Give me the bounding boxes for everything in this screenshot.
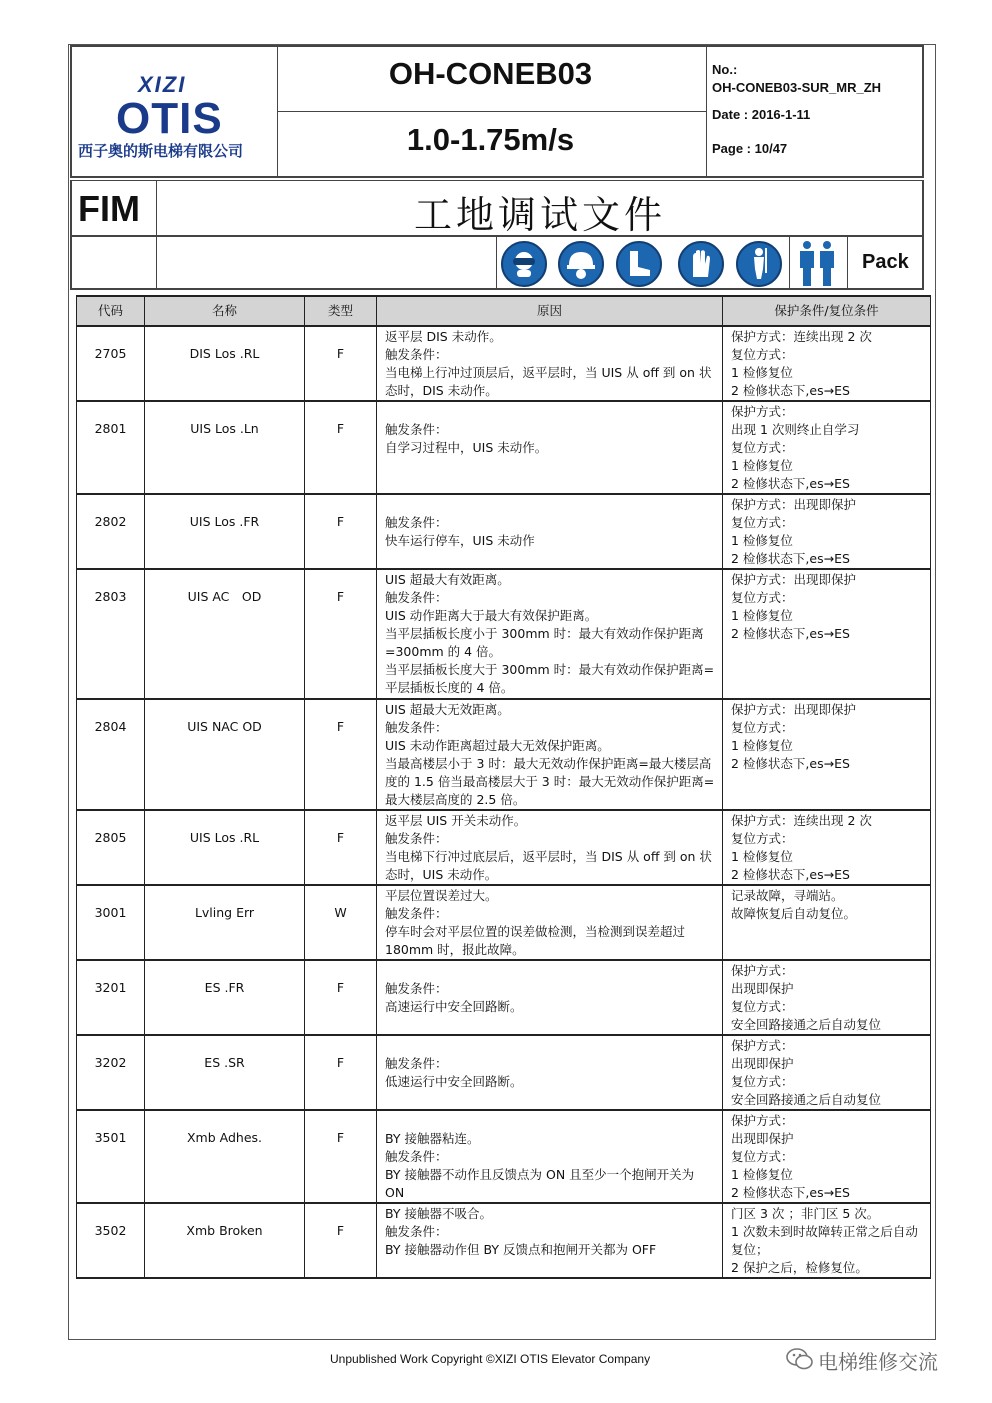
table-row [77,569,931,699]
protection-line: 安全回路接通之后自动复位 [731,1092,882,1107]
header-name: 名称 [145,296,305,326]
fault-code: 3202 [77,1035,145,1110]
table-row [77,699,931,810]
protection-line: 复位方式： [731,515,794,530]
fault-type: F [305,494,377,569]
fault-name: UIS Los .FR [145,494,305,569]
cause-line [385,962,716,980]
fault-name: UIS Los .Ln [145,401,305,494]
cause-line: 触发条件： [385,906,448,921]
protection-line: 保护方式：出现即保护 [731,572,857,587]
protection-condition [723,960,931,1035]
protection-line: 1 检修复位 [731,458,793,473]
fault-type: W [305,885,377,960]
protection-condition [723,569,931,699]
cause-line: 触发条件： [385,1056,448,1071]
document-code: OH-CONEB03 [388,56,593,91]
fault-cause [377,885,723,960]
goggles-icon [501,241,547,287]
protection-condition [723,494,931,569]
protection-line: 复位方式： [731,440,794,455]
protection-line: 保护方式： [731,1038,794,1053]
fault-cause [377,699,723,810]
protection-line: 出现 1 次则终止自学习 [731,422,860,437]
fault-name: Xmb Broken [145,1203,305,1278]
fault-code: 3502 [77,1203,145,1278]
protection-line: 复位方式： [731,1149,794,1164]
cause-line [385,1037,716,1055]
fault-name: UIS NAC OD [145,699,305,810]
header-protection: 保护条件/复位条件 [723,296,931,326]
doc-date: Date : 2016-1-11 [712,107,811,122]
fault-cause [377,401,723,494]
cause-line: 当电梯下行冲过底层后，返平层时，当 DIS 从 off 到 on 状态时，UIS 未动作。 [385,849,712,882]
fault-table [76,295,930,1279]
fault-cause [377,1203,723,1278]
cause-line: 停车时会对平层位置的误差做检测，当检测到误差超过 180mm 时，报此故障。 [385,924,686,957]
cause-line [385,403,716,421]
cause-line: 当平层插板长度小于 300mm 时：最大有效动作保护距离=300mm 的 4 倍。 [385,626,704,659]
doc-no-label: No.: [712,62,738,77]
fault-code: 2802 [77,494,145,569]
pack-label: Pack [862,251,909,273]
protection-line: 门区 3 次 ；非门区 5 次。 [731,1206,880,1221]
protection-line: 2 检修状态下,es→ES [731,383,850,398]
fault-cause [377,1035,723,1110]
cause-line: 返平层 UIS 开关未动作。 [385,813,527,828]
fault-name: DIS Los .RL [145,326,305,401]
speed-range: 1.0-1.75m/s [406,122,575,157]
protection-line: 出现即保护 [731,1056,794,1071]
table-row [77,885,931,960]
protection-line: 保护方式：连续出现 2 次 [731,329,872,344]
table-row [77,326,931,401]
cause-line: 当最高楼层小于 3 时：最大无效动作保护距离=最大楼层高度的 1.5 倍当最高楼层大于 3 时：最大无效动作保护距离=最大楼层高度的 2.5 倍。 [385,756,715,807]
fault-cause [377,494,723,569]
cause-line [385,496,716,514]
protection-line: 2 检修状态下,es→ES [731,476,850,491]
protection-line: 安全回路接通之后自动复位 [731,1017,882,1032]
watermark: 电梯维修交流 [818,1350,938,1374]
fim-label: FIM [78,188,140,229]
cause-line: 返平层 DIS 未动作。 [385,329,502,344]
protection-line: 复位方式： [731,999,794,1014]
cause-line [385,1112,716,1130]
protection-line: 保护方式：连续出现 2 次 [731,813,872,828]
protection-line: 出现即保护 [731,981,794,996]
protection-line: 1 检修复位 [731,849,793,864]
fault-cause [377,326,723,401]
fault-name: Xmb Adhes. [145,1110,305,1203]
fault-name: Lvling Err [145,885,305,960]
protection-line: 1 检修复位 [731,365,793,380]
fault-name: ES .FR [145,960,305,1035]
fault-type: F [305,1035,377,1110]
protection-line: 2 检修状态下,es→ES [731,1185,850,1200]
fault-type: F [305,699,377,810]
protection-line: 复位方式： [731,720,794,735]
protection-line: 2 保护之后，检修复位。 [731,1260,868,1275]
cause-line: 触发条件： [385,422,448,437]
protection-condition [723,699,931,810]
protection-line: 保护方式： [731,1113,794,1128]
fault-code: 2804 [77,699,145,810]
header-type: 类型 [305,296,377,326]
header-cause: 原因 [377,296,723,326]
table-header-row [77,296,931,326]
wechat-icon [786,1346,814,1376]
fault-type: F [305,960,377,1035]
protection-line: 故障恢复后自动复位。 [731,906,857,921]
protection-condition [723,326,931,401]
fault-type: F [305,326,377,401]
cause-line: 当平层插板长度大于 300mm 时：最大有效动作保护距离=平层插板长度的 4 倍。 [385,662,715,695]
fault-cause [377,569,723,699]
logo-brand: XIZI [138,72,187,97]
fault-name: UIS AC OD [145,569,305,699]
table-row [77,1035,931,1110]
protection-line: 保护方式： [731,963,794,978]
protection-line: 1 检修复位 [731,738,793,753]
fault-code: 3501 [77,1110,145,1203]
harness-icon [736,241,782,287]
cause-line: 触发条件： [385,590,448,605]
copyright: Unpublished Work Copyright ©XIZI OTIS Elevator Company [330,1352,651,1366]
doc-page: Page : 10/47 [712,141,788,156]
table-row [77,810,931,885]
two-persons-icon [795,240,839,292]
fault-code: 2801 [77,401,145,494]
document-title: 工地调试文件 [413,193,666,237]
cause-line: 触发条件： [385,515,448,530]
cause-line: BY 接触器不动作且反馈点为 ON 且至少一个抱闸开关为 ON [385,1167,695,1200]
protection-condition [723,1035,931,1110]
cause-line: BY 接触器动作但 BY 反馈点和抱闸开关都为 OFF [385,1242,657,1257]
cause-line: 触发条件： [385,720,448,735]
fault-code: 2803 [77,569,145,699]
fault-type: F [305,1110,377,1203]
fault-type: F [305,401,377,494]
doc-no-value: OH-CONEB03-SUR_MR_ZH [712,80,882,95]
fault-cause [377,960,723,1035]
fault-type: F [305,569,377,699]
logo-company: 西子奥的斯电梯有限公司 [78,142,244,160]
cause-line: 触发条件： [385,1224,448,1239]
cause-line: UIS 超最大无效距离。 [385,702,510,717]
table-row [77,401,931,494]
cause-line: BY 接触器粘连。 [385,1131,480,1146]
table-row [77,960,931,1035]
fault-code: 2805 [77,810,145,885]
fault-type: F [305,1203,377,1278]
protection-line: 复位方式： [731,347,794,362]
cause-line: 当电梯上行冲过顶层后，返平层时，当 UIS 从 off 到 on 状态时，DIS 未动作。 [385,365,712,398]
protection-line: 1 检修复位 [731,533,793,548]
fault-code: 3001 [77,885,145,960]
protection-condition [723,885,931,960]
cause-line: 触发条件： [385,1149,448,1164]
protection-condition [723,810,931,885]
cause-line: UIS 超最大有效距离。 [385,572,510,587]
hard-hat-icon [558,241,604,287]
cause-line: 触发条件： [385,347,448,362]
protection-line: 出现即保护 [731,1131,794,1146]
protection-line: 1 检修复位 [731,1167,793,1182]
fault-name: ES .SR [145,1035,305,1110]
protection-line: 保护方式：出现即保护 [731,497,857,512]
cause-line: UIS 动作距离大于最大有效保护距离。 [385,608,598,623]
cause-line: 平层位置误差过大。 [385,888,498,903]
cause-line: 快车运行停车，UIS 未动作 [385,533,535,548]
protection-line: 复位方式： [731,1074,794,1089]
protection-line: 2 检修状态下,es→ES [731,551,850,566]
protection-line: 保护方式： [731,404,794,419]
protection-line: 1 次数未到时故障转正常之后自动复位； [731,1224,918,1257]
protection-line: 2 检修状态下,es→ES [731,756,850,771]
table-row [77,494,931,569]
cause-line: 触发条件： [385,981,448,996]
logo-name: OTIS [116,94,223,143]
cause-line: 高速运行中安全回路断。 [385,999,523,1014]
header-code: 代码 [77,296,145,326]
protection-line: 1 检修复位 [731,608,793,623]
safety-boot-icon [616,241,662,287]
fault-code: 3201 [77,960,145,1035]
protection-condition [723,1110,931,1203]
cause-line: 低速运行中安全回路断。 [385,1074,523,1089]
protection-line: 复位方式： [731,590,794,605]
cause-line: UIS 未动作距离超过最大无效保护距离。 [385,738,610,753]
fault-name: UIS Los .RL [145,810,305,885]
table-row [77,1110,931,1203]
protection-condition [723,1203,931,1278]
protection-line: 保护方式：出现即保护 [731,702,857,717]
protection-line: 记录故障，寻端站。 [731,888,844,903]
fault-code: 2705 [77,326,145,401]
table-row [77,1203,931,1278]
fault-cause [377,810,723,885]
cause-line: 自学习过程中，UIS 未动作。 [385,440,548,455]
fault-type: F [305,810,377,885]
protection-line: 2 检修状态下,es→ES [731,867,850,882]
fault-cause [377,1110,723,1203]
gloves-icon [678,241,724,287]
cause-line: BY 接触器不吸合。 [385,1206,493,1221]
protection-line: 复位方式： [731,831,794,846]
protection-line: 2 检修状态下,es→ES [731,626,850,641]
cause-line: 触发条件： [385,831,448,846]
protection-condition [723,401,931,494]
